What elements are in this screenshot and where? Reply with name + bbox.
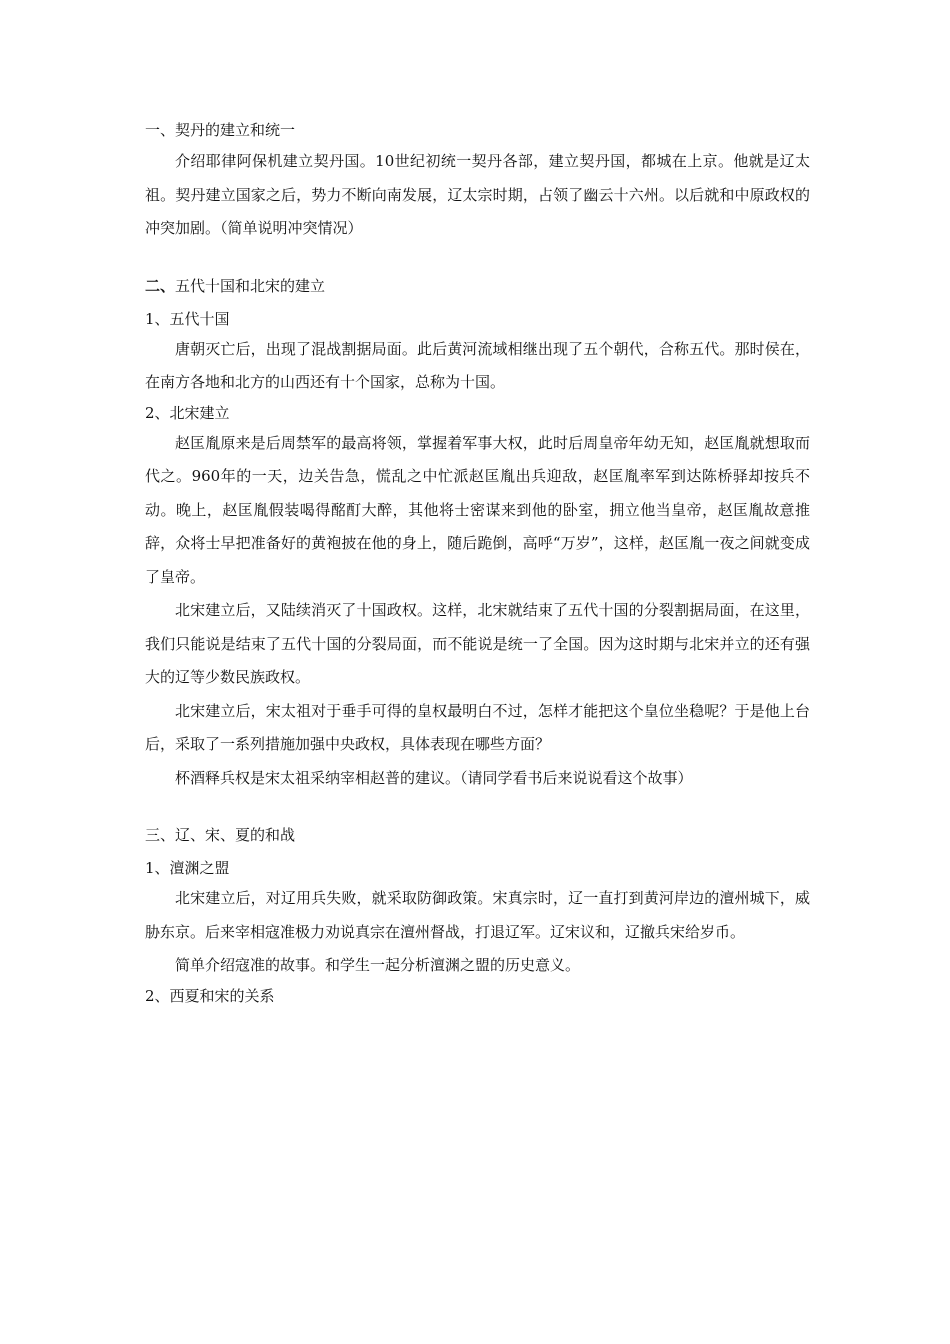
paragraph-cup-of-wine: 杯酒释兵权是宋太祖采纳宰相赵普的建议。（请同学看书后来说说看这个故事） (175, 768, 693, 787)
subsection-heading-chanyuan: 1、澶渊之盟 (145, 859, 230, 877)
paragraph-chanyuan: 北宋建立后，对辽用兵失败，就采取防御政策。宋真宗时，辽一直打到黄河岸边的澶州城下，威胁东京。后来宰相寇准极力劝说真宗在澶州督战，打退辽军。辽宋议和，辽撤兵宋给岁币。 (145, 889, 810, 941)
paragraph-zhao-kuangyin: 赵匡胤原来是后周禁军的最高将领，掌握着军事大权，此时后周皇帝年幼无知，赵匡胤就想取而代之。960年的一天，边关告急，慌乱之中忙派赵匡胤出兵迎敌，赵匡胤率军到达陈桥驿却按兵不动。晚上，赵匡胤假装喝得酩酊大醉，其他将士密谋来到他的卧室，拥立他当皇帝，赵匡胤故意推辞，众将士早把准备好的黄袍披在他的身上，随后跪倒，高呼“万岁”，这样，赵匡胤一夜之间就变成了皇帝。 (145, 433, 810, 586)
paragraph-kou-zhun: 简单介绍寇准的故事。和学生一起分析澶渊之盟的历史意义。 (175, 956, 581, 974)
paragraph-song-taizu-measures: 北宋建立后，宋太祖对于垂手可得的皇权最明白不过，怎样才能把这个皇位坐稳呢？于是他上台后，采取了一系列措施加强中央政权，具体表现在哪些方面？ (145, 701, 810, 753)
subsection-heading-five-dynasties: 1、五代十国 (145, 309, 230, 328)
document-body (145, 119, 810, 1007)
paragraph-five-dynasties: 唐朝灭亡后，出现了混战割据局面。此后黄河流域相继出现了五个朝代，合称五代。那时侯在，在南方各地和北方的山西还有十个国家，总称为十国。 (145, 339, 810, 391)
paragraph-song-unification: 北宋建立后，又陆续消灭了十国政权。这样，北宋就结束了五代十国的分裂割据局面，在这里，我们只能说是结束了五代十国的分裂局面，而不能说是统一了全国。因为这时期与北宋并立的还有强大的辽等少数民族政权。 (145, 601, 810, 686)
section-heading-liao-song-xia: 三、辽、宋、夏的和战 (145, 826, 296, 844)
section-heading-khitan: 一、契丹的建立和统一 (145, 121, 296, 139)
subsection-heading-northern-song: 2、北宋建立 (145, 403, 230, 422)
subsection-heading-western-xia: 2、西夏和宋的关系 (145, 986, 275, 1005)
section-heading-five-dynasties-song: 二、五代十国和北宋的建立 (145, 276, 326, 295)
paragraph-khitan: 介绍耶律阿保机建立契丹国。10世纪初统一契丹各部，建立契丹国，都城在上京。他就是辽太祖。契丹建立国家之后，势力不断向南发展，辽太宗时期，占领了幽云十六州。以后就和中原政权的冲突加剧。（简单说明冲突情况） (145, 152, 810, 237)
